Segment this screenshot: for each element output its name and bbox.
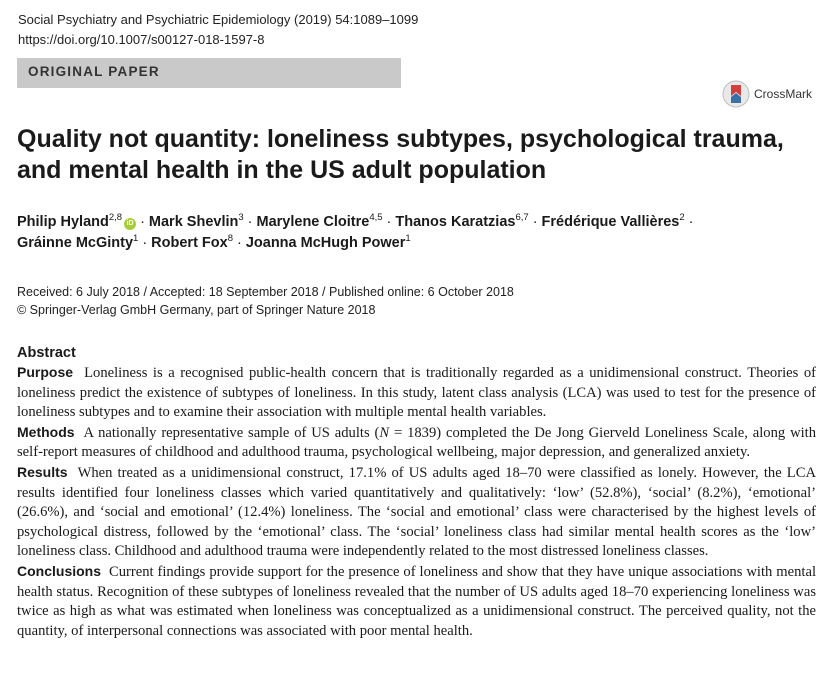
conclusions-text: Current findings provide support for the presence of loneliness and show that they have unique associations with mental health status. Recognition of these subtypes of loneliness revealed that the number of US adults aged 18–70 experiencing loneliness was twice as high as what was estimated when loneliness was conceptualized as a unidimensional construct. The perceived quality, not the quantity, of interpersonal connections was associated with poor mental health.	[17, 563, 817, 639]
methods-text-a: A nationally representative sample of US adults (	[83, 424, 380, 441]
methods-label: Methods	[17, 423, 75, 440]
separator: ·	[247, 214, 253, 230]
affiliation-marker: 4,5	[369, 212, 383, 223]
publication-history: Received: 6 July 2018 / Accepted: 18 September 2018 / Published online: 6 October 2018	[17, 285, 514, 299]
separator: ·	[532, 214, 538, 230]
affiliation-marker: 6,7	[515, 212, 529, 223]
orcid-icon[interactable]: iD	[124, 218, 136, 230]
doi-link[interactable]: https://doi.org/10.1007/s00127-018-1597-8	[18, 32, 265, 47]
article-type-label: ORIGINAL PAPER	[28, 64, 160, 79]
publication-dates	[17, 283, 514, 319]
separator: ·	[237, 235, 242, 251]
author-list	[17, 212, 817, 254]
separator: ·	[386, 214, 392, 230]
separator: ·	[142, 235, 148, 251]
purpose-text: Loneliness is a recognised public-health concern that is traditionally regarded as a unidimensional construct. Theories of loneliness predict the existence of subtypes of loneliness. In this study, latent class analysis (LCA) was used to test for the presence of loneliness subtypes and to examine their association with multiple mental health variables.	[17, 365, 817, 421]
results-text: When treated as a unidimensional construct, 17.1% of US adults aged 18–70 were classified as lonely. However, the LCA results identified four loneliness classes which varied quantitatively and qualitatively: ‘low’ (52.8%), ‘social’ (8.2%), ‘emotional’ (26.6%), and ‘social and emotional’ (12.4%) loneliness. The ‘social and emotional’ class were characterised by the highest levels of psychological distress, followed by the ‘emotional’ class. The ‘social’ loneliness class had similar mental health scores as the ‘low’ loneliness class. Childhood and adulthood trauma were independently related to the most distressed loneliness classes.	[17, 464, 816, 560]
separator: ·	[140, 214, 145, 230]
author-name[interactable]: Thanos Karatzias	[395, 214, 516, 230]
abstract-purpose	[17, 363, 816, 423]
title-line-2: and mental health in the US adult population	[17, 156, 547, 184]
crossmark-badge[interactable]	[722, 80, 812, 108]
author-line-2	[17, 233, 817, 254]
author-name[interactable]: Robert Fox	[151, 235, 228, 251]
title-line-1: Quality not quantity: loneliness subtypes, psychological trauma,	[17, 125, 784, 153]
affiliation-marker: 8	[227, 233, 233, 244]
affiliation-marker: 3	[238, 212, 244, 223]
abstract-section	[17, 344, 816, 641]
methods-text-b: = 1839) completed the De Jong Gierveld Loneliness Scale, along with self-report measures of childhood and adulthood trauma, psychological wellbeing, major depression, and generalized anxiety.	[17, 424, 817, 461]
conclusions-label: Conclusions	[17, 562, 102, 579]
author-name[interactable]: Philip Hyland	[17, 214, 109, 230]
author-name[interactable]: Gráinne McGinty	[17, 235, 134, 251]
abstract-heading: Abstract	[17, 345, 76, 361]
copyright-notice: © Springer-Verlag GmbH Germany, part of Springer Nature 2018	[17, 303, 376, 317]
author-name[interactable]: Joanna McHugh Power	[245, 235, 406, 251]
purpose-label: Purpose	[17, 364, 74, 380]
article-type-banner	[17, 58, 401, 88]
results-label: Results	[17, 463, 68, 480]
affiliation-marker: 1	[133, 233, 139, 244]
crossmark-label: CrossMark	[754, 87, 813, 101]
abstract-conclusions	[17, 562, 816, 641]
author-line-1	[17, 212, 817, 233]
separator: ·	[688, 214, 694, 230]
affiliation-marker: 1	[405, 233, 411, 244]
author-name[interactable]: Mark Shevlin	[148, 214, 239, 230]
abstract-methods	[17, 423, 816, 463]
paper-title	[17, 124, 817, 186]
author-name[interactable]: Marylene Cloitre	[256, 214, 370, 230]
journal-citation: Social Psychiatry and Psychiatric Epidemiology (2019) 54:1089–1099	[18, 12, 419, 27]
affiliation-marker: 2,8	[108, 212, 123, 223]
author-name[interactable]: Frédérique Vallières	[541, 214, 680, 230]
crossmark-icon	[722, 80, 750, 108]
abstract-results	[17, 463, 816, 562]
journal-header	[18, 10, 418, 50]
methods-n-symbol: N	[379, 424, 390, 441]
affiliation-marker: 2	[679, 212, 685, 223]
